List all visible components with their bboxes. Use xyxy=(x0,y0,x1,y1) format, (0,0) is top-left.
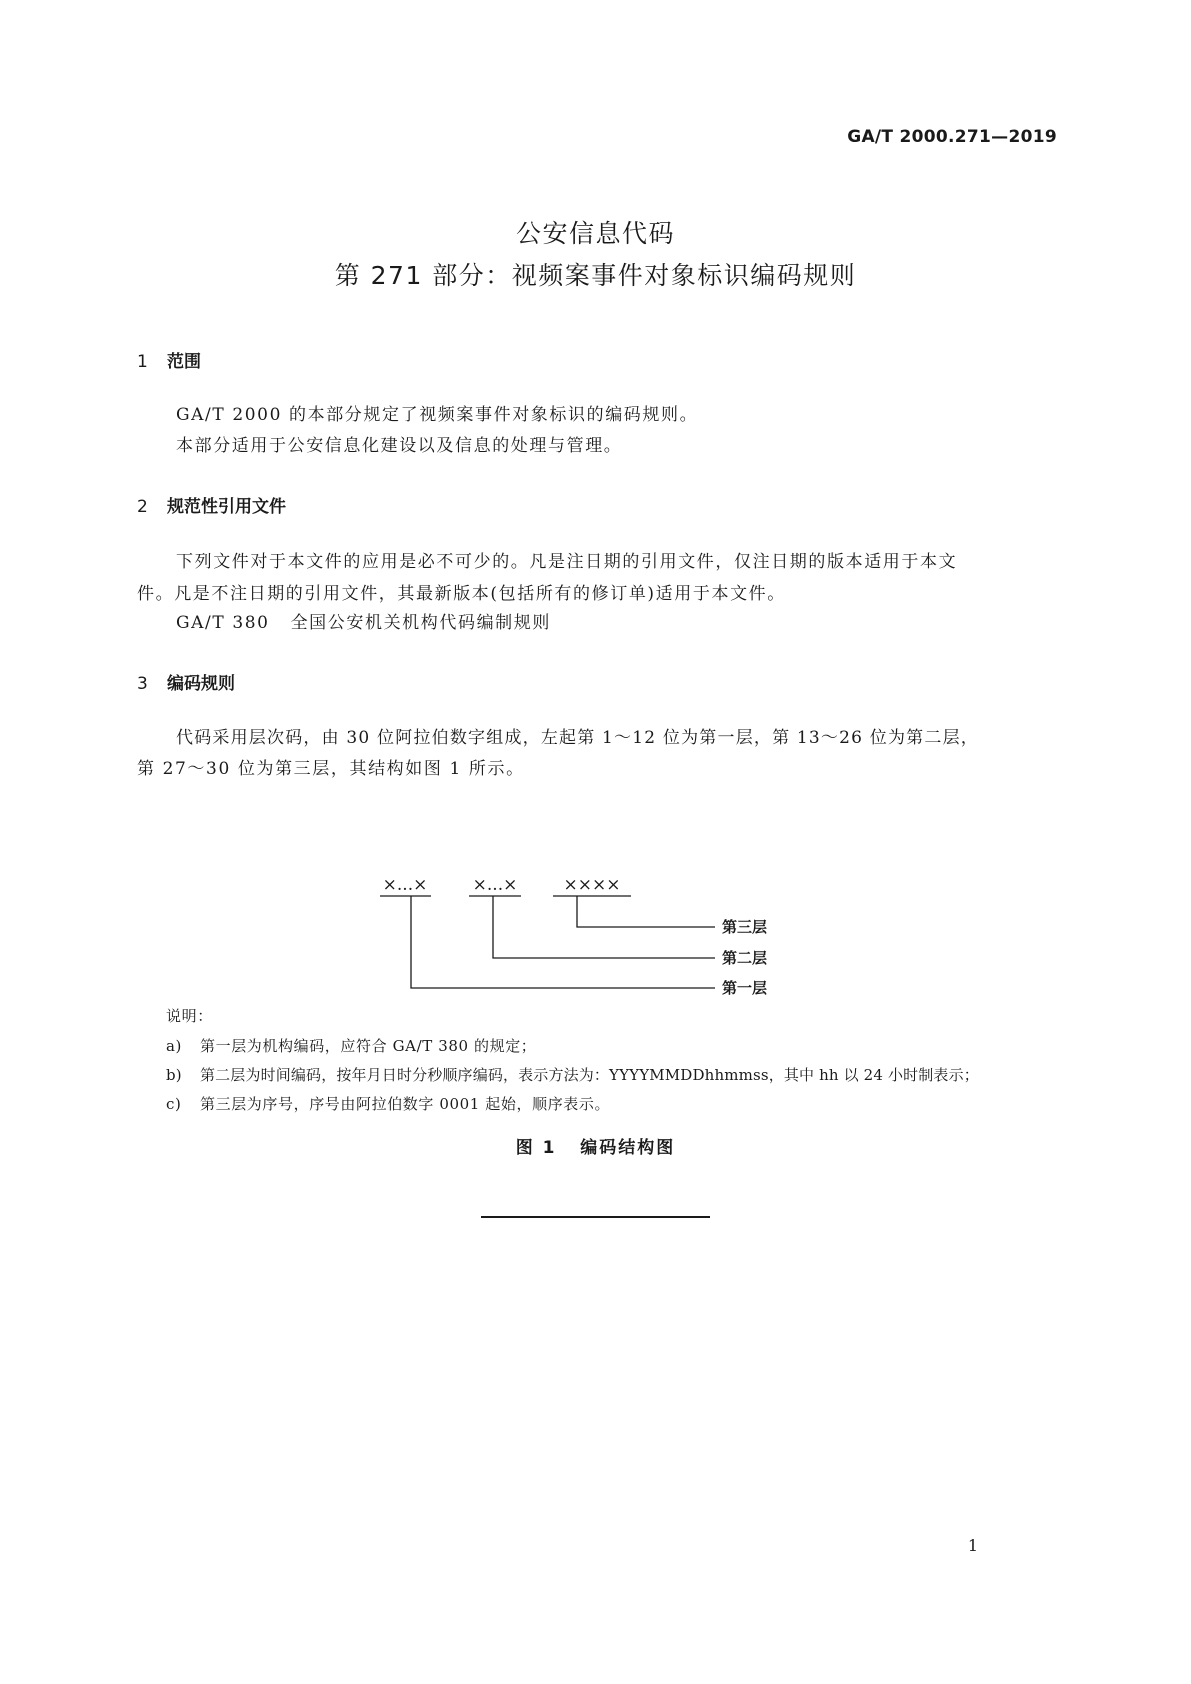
section-number: 2 xyxy=(137,497,148,517)
note-item xyxy=(166,1093,610,1114)
notes-title: 说明： xyxy=(166,1007,213,1025)
note-text: 第二层为时间编码，按年月日时分秒顺序编码，表示方法为：YYYYMMDDhhmmss，其中 hh 以 24 小时制表示； xyxy=(200,1066,979,1084)
section-title: 范围 xyxy=(167,352,201,372)
document-subtitle: 第 271 部分：视频案事件对象标识编码规则 xyxy=(334,261,857,290)
layer-label-second: 第二层 xyxy=(722,949,768,967)
reference-item: GA/T 380 全国公安机关机构代码编制规则 xyxy=(176,613,551,633)
section-number: 3 xyxy=(137,674,148,694)
note-item xyxy=(166,1035,536,1056)
layer-label-first: 第一层 xyxy=(722,979,768,997)
section-heading-normative-references xyxy=(137,492,286,517)
code-group-layer2: ×...× xyxy=(472,875,518,895)
section-number: 1 xyxy=(137,352,148,372)
document-title: 公安信息代码 xyxy=(515,219,675,248)
paragraph: GA/T 2000 的本部分规定了视频案事件对象标识的编码规则。 xyxy=(176,405,699,425)
note-item xyxy=(166,1064,979,1085)
section-heading-scope xyxy=(137,347,201,372)
connector-layer1 xyxy=(411,896,715,988)
layer-label-third: 第三层 xyxy=(722,918,768,936)
paragraph: 本部分适用于公安信息化建设以及信息的处理与管理。 xyxy=(176,436,623,456)
section-title: 规范性引用文件 xyxy=(167,497,286,517)
end-of-text-rule xyxy=(481,1216,710,1218)
note-label: b) xyxy=(166,1066,182,1084)
section-heading-coding-rules xyxy=(137,669,235,694)
page-number: 1 xyxy=(967,1536,978,1555)
note-label: c) xyxy=(166,1095,182,1113)
code-structure-diagram xyxy=(380,870,820,1005)
note-text: 第一层为机构编码，应符合 GA/T 380 的规定； xyxy=(200,1037,537,1055)
code-group-layer3: ×××× xyxy=(563,875,621,895)
figure-caption: 图 1 编码结构图 xyxy=(515,1138,676,1158)
note-text: 第三层为序号，序号由阿拉伯数字 0001 起始，顺序表示。 xyxy=(200,1095,611,1113)
code-group-layer1: ×...× xyxy=(382,875,428,895)
standard-code: GA/T 2000.271—2019 xyxy=(847,127,1057,147)
connector-layer3 xyxy=(577,896,715,927)
paragraph: 第 27～30 位为第三层，其结构如图 1 所示。 xyxy=(137,759,525,779)
note-label: a) xyxy=(166,1037,182,1055)
paragraph: 下列文件对于本文件的应用是必不可少的。凡是注日期的引用文件，仅注日期的版本适用于本文 xyxy=(176,552,958,572)
section-title: 编码规则 xyxy=(167,674,235,694)
paragraph: 代码采用层次码，由 30 位阿拉伯数字组成，左起第 1～12 位为第一层，第 13～26 位为第二层， xyxy=(176,728,979,748)
paragraph: 件。凡是不注日期的引用文件，其最新版本(包括所有的修订单)适用于本文件。 xyxy=(137,584,786,604)
